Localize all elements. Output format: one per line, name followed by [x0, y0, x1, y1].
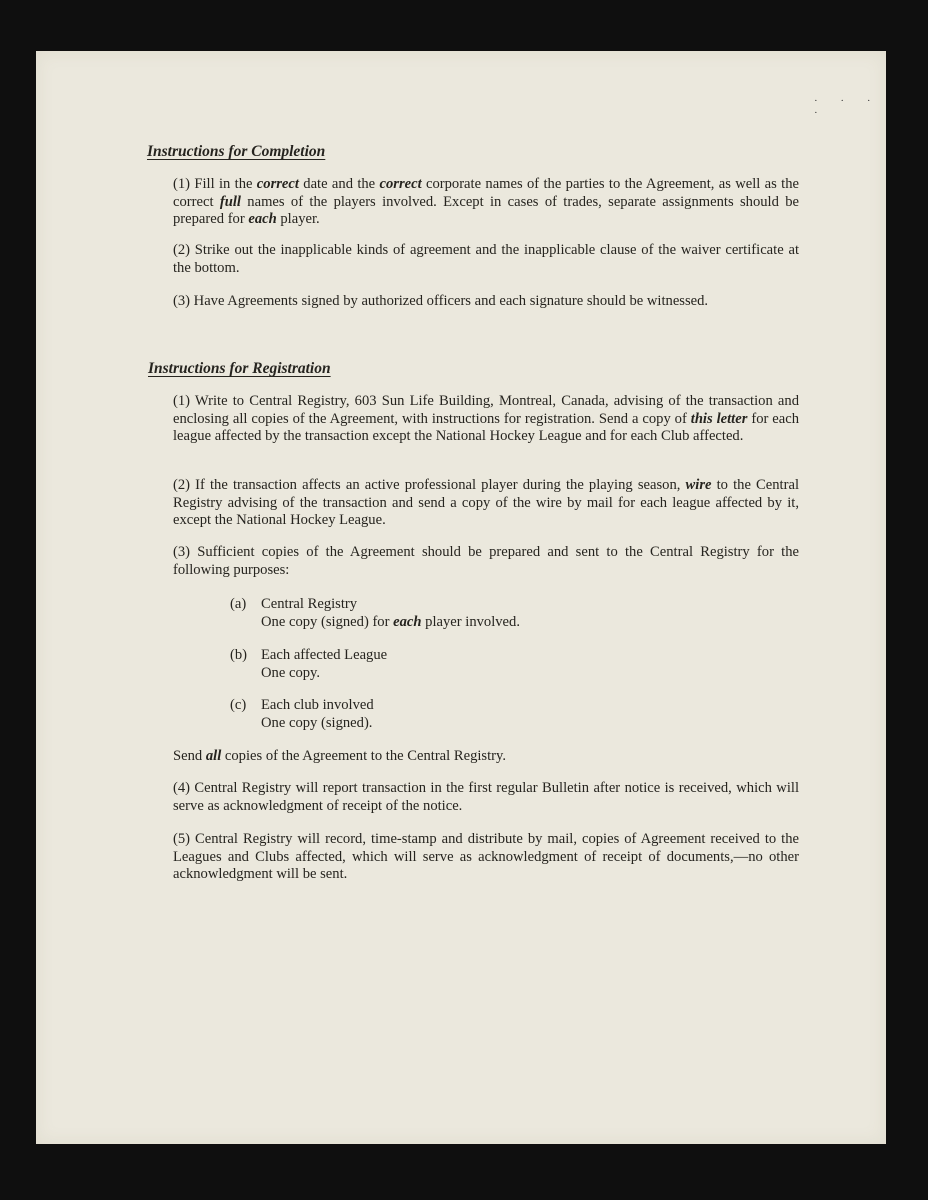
completion-paragraph-1: (1) Fill in the correct date and the correct corporate names of the parties to the Agreement, as well as the correct full names of the players involved. Except in cases of trades, separate assignments should be prepared for each player.: [173, 176, 800, 227]
completion-heading: Instructions for Completion: [147, 143, 326, 160]
list-item-c: (c) Each club involved One copy (signed).: [230, 697, 374, 731]
registration-paragraph-3: (3) Sufficient copies of the Agreement should be prepared and sent to the Central Registry for the following purposes:: [173, 544, 799, 578]
list-title: Each club involved: [261, 697, 374, 713]
registration-paragraph-1: (1) Write to Central Registry, 603 Sun Life Building, Montreal, Canada, advising of the transaction and enclosing all copies of the Agreement, with instructions for registration. Send a copy of this letter for each league affected by the transaction except the National Hockey League and for each Club affected.: [173, 393, 800, 444]
document-page: [36, 51, 886, 1144]
list-item-b: (b) Each affected League One copy.: [230, 647, 388, 681]
registration-paragraph-2: (2) If the transaction affects an active professional player during the playing season, wire to the Central Registry advising of the transaction and send a copy of the wire by mail for each league affected by it, except the National Hockey League.: [173, 477, 799, 528]
list-letter: (c): [230, 697, 247, 713]
registration-paragraph-5: (5) Central Registry will record, time-stamp and distribute by mail, copies of Agreement received to the Leagues and Clubs affected, which will serve as acknowledgment of receipt of documents,—no other acknowledgment will be sent.: [173, 831, 799, 882]
list-item-a: (a) Central Registry One copy (signed) for each player involved.: [230, 596, 520, 630]
corner-marks: · · · ·: [814, 95, 881, 119]
list-title: Central Registry: [261, 596, 358, 612]
completion-paragraph-2: (2) Strike out the inapplicable kinds of agreement and the inapplicable clause of the waiver certificate at the bottom.: [173, 242, 799, 276]
registration-paragraph-4: (4) Central Registry will report transaction in the first regular Bulletin after notice is received, which will serve as acknowledgment of receipt of the notice.: [173, 780, 799, 814]
list-title: Each affected League: [261, 647, 388, 663]
registration-heading: Instructions for Registration: [148, 360, 331, 377]
list-letter: (a): [230, 596, 247, 612]
list-letter: (b): [230, 647, 248, 663]
send-all-line: Send all copies of the Agreement to the Central Registry.: [173, 748, 507, 764]
completion-paragraph-3: (3) Have Agreements signed by authorized officers and each signature should be witnessed.: [173, 293, 709, 309]
